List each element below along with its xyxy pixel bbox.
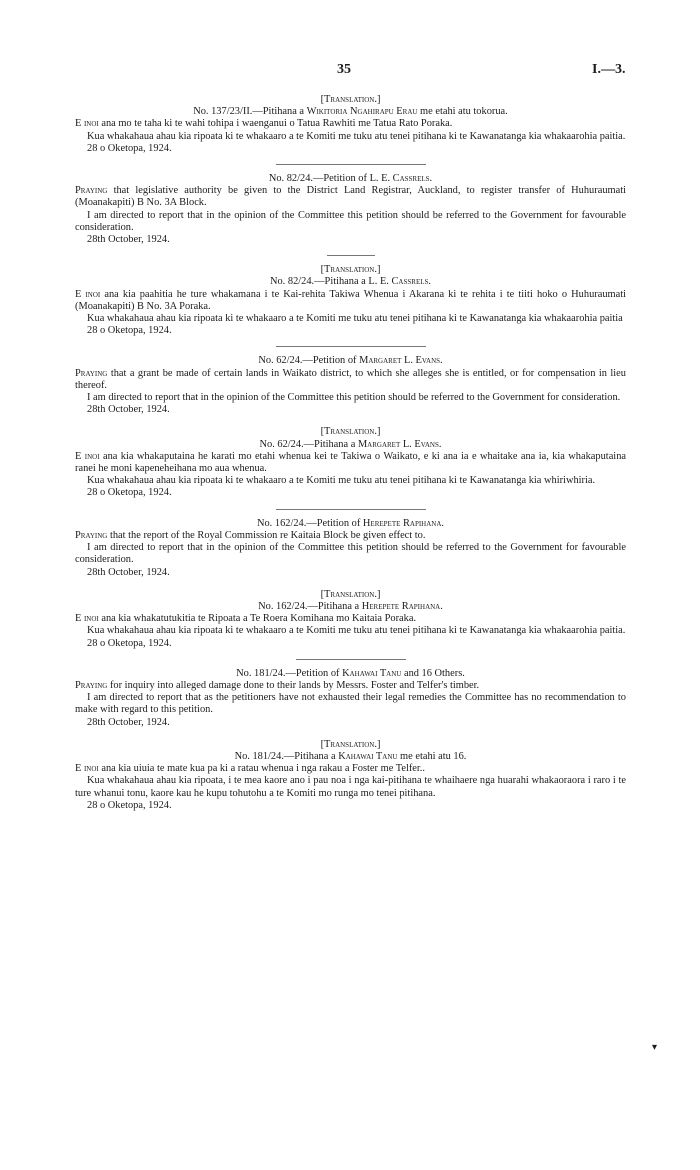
report-paragraph: I am directed to report that as the petitioners have not exhausted their legal remedies the Committee has no recommendation to make with regard to this petition. <box>75 692 626 716</box>
prayer-lead: E inoi <box>75 763 99 775</box>
title-prefix: No. 82/24.—Petition of <box>268 173 367 185</box>
title-suffix: me etahi atu tokorua. <box>420 106 508 118</box>
prayer-text: that the report of the Royal Commission re Kaitaia Block be given effect to. <box>109 529 426 541</box>
petition-entry <box>75 173 626 256</box>
petitioner-name: Wikitoria Ngahirapu Erau <box>306 106 418 118</box>
prayer-lead: Praying <box>75 367 108 379</box>
spacer <box>75 579 626 589</box>
prayer-lead: Praying <box>75 529 108 541</box>
petition-title <box>75 601 626 613</box>
petition-entry <box>75 264 626 347</box>
translation-label: [Translation.] <box>320 588 381 600</box>
prayer-paragraph <box>75 530 626 542</box>
report-paragraph: I am directed to report that in the opinion of the Committee this petition should be referred to the Government for favourable consideration. <box>75 542 626 566</box>
petition-title <box>75 106 626 118</box>
petition-date: 28 o Oketopa, 1924. <box>87 487 172 499</box>
translation-label: [Translation.] <box>320 264 381 276</box>
prayer-lead: E inoi <box>75 613 99 625</box>
title-prefix: No. 82/24.—Pitihana a <box>269 276 366 288</box>
petition-title <box>75 751 626 763</box>
prayer-lead: E inoi <box>75 288 101 300</box>
petition-date: 28 o Oketopa, 1924. <box>87 325 172 337</box>
petition-date: 28 o Oketopa, 1924. <box>87 799 172 811</box>
petition-entry <box>75 589 626 660</box>
prayer-text: ana kia whakaputaina he karati mo etahi whenua kei te Takiwa o Waikato, e ki ana ia e whaitake ana ia, kia whakaputaina ranei he moni kapeneheihana mo aua whenua. <box>75 450 627 475</box>
petition-title <box>75 518 626 530</box>
spacer <box>75 416 626 426</box>
report-paragraph: Kua whakahaua ahau kia ripoata ki te whakaaro a te Komiti me tuku atu tenei pitihana ki te Kawanatanga kia whakaarohia paitia. <box>87 130 626 142</box>
prayer-text: ana kia whakatutukitia te Ripoata a Te Roera Komihana mo Kaitaia Poraka. <box>101 613 417 625</box>
title-prefix: No. 181/24.—Petition of <box>236 667 340 679</box>
petition-entry <box>75 739 626 812</box>
petition-title <box>75 276 626 288</box>
prayer-text: ana kia uiuia te mate kua pa ki a ratau whenua i nga rakau a Foster me Telfer.. <box>101 763 425 775</box>
prayer-paragraph <box>75 451 626 475</box>
prayer-paragraph <box>75 118 626 130</box>
petition-title <box>75 173 626 185</box>
spacer <box>75 729 626 739</box>
petition-date: 28th October, 1924. <box>87 404 170 416</box>
petitioner-name: L. E. Cassrels. <box>369 173 433 185</box>
prayer-lead: E inoi <box>75 450 100 462</box>
document-reference: I.—3. <box>592 62 626 77</box>
petition-entry <box>75 355 626 426</box>
petitioner-name: L. E. Cassrels. <box>368 276 431 288</box>
report-paragraph: Kua whakahaua ahau kia ripoata ki te whakaaro a te Komiti me tuku atu tenei pitihana ki te Kawanatanga kia whakaarohia paitia <box>87 313 623 325</box>
report-paragraph: I am directed to report that in the opinion of the Committee this petition should be referred to the Government for favourable consideration. <box>75 209 626 233</box>
title-prefix: No. 181/24.—Pitihana a <box>234 750 336 762</box>
translation-label: [Translation.] <box>320 426 381 438</box>
translation-label: [Translation.] <box>320 94 381 105</box>
prayer-lead: Praying <box>75 679 108 691</box>
petition-title <box>75 668 626 680</box>
petition-entry <box>75 94 626 165</box>
margin-mark: ▾ <box>652 1042 658 1053</box>
section-divider <box>276 346 426 347</box>
petition-date: 28th October, 1924. <box>87 566 170 578</box>
petitioner-name: Margaret L. Evans. <box>357 438 442 450</box>
prayer-text: that a grant be made of certain lands in Waikato district, to which she alleges she is entitled, or for compensation in lieu thereof. <box>75 367 626 391</box>
section-divider <box>276 164 426 165</box>
prayer-text: that legislative authority be given to the District Land Registrar, Auckland, to register transfer of Huhuraumati (Moanakapiti) B No. 3A Block. <box>75 185 626 209</box>
prayer-lead: Praying <box>75 185 108 197</box>
prayer-paragraph <box>75 368 626 392</box>
section-divider <box>276 509 426 510</box>
prayer-paragraph <box>75 185 626 209</box>
petitions-body <box>75 94 626 812</box>
petition-date: 28th October, 1924. <box>87 716 170 728</box>
petition-entry <box>75 668 626 739</box>
petition-date: 28th October, 1924. <box>87 234 170 246</box>
petitioner-name: Herepete Rapihana. <box>362 517 444 529</box>
petition-title <box>75 439 626 451</box>
report-paragraph: Kua whakahaua ahau kia ripoata ki te whakaaro a te Komiti me tuku atu tenei pitihana ki te Kawanatanga kia whakaarohia paitia. <box>87 625 626 637</box>
page-number: 35 <box>337 62 351 77</box>
petition-entry <box>75 518 626 589</box>
prayer-paragraph <box>75 680 626 692</box>
petitioner-name: Kahawai Tanu <box>338 750 398 762</box>
petition-date: 28 o Oketopa, 1924. <box>87 142 172 154</box>
prayer-text: for inquiry into alleged damage done to their lands by Messrs. Foster and Telfer's timber. <box>109 679 480 691</box>
prayer-text: ana kia paahitia he ture whakamana i te Kai-rehita Takiwa Whenua i Akarana ki te rehita i te tiiti hoko o Huhuraumati (Moanakapiti) B No. 3A Poraka. <box>75 288 626 312</box>
title-prefix: No. 162/24.—Pitihana a <box>258 600 360 612</box>
title-prefix: No. 62/24.—Petition of <box>258 355 357 367</box>
title-prefix: No. 62/24.—Pitihana a <box>259 438 356 450</box>
prayer-paragraph <box>75 763 626 775</box>
petitioner-name: Herepete Rapihana. <box>361 600 443 612</box>
translation-label: [Translation.] <box>320 738 381 750</box>
title-suffix: me etahi atu 16. <box>400 750 467 762</box>
petition-title <box>75 355 626 367</box>
prayer-paragraph <box>75 289 626 313</box>
report-paragraph: Kua whakahaua ahau kia ripoata ki te whakaaro a te Komiti me tuku atu tenei pitihana ki te Kawanatanga kia whiriwhiria. <box>87 475 596 487</box>
section-divider <box>327 255 375 256</box>
petitioner-name: Kahawai Tanu <box>342 667 402 679</box>
petition-entry <box>75 426 626 509</box>
title-suffix: and 16 Others. <box>403 667 465 679</box>
petitioner-name: Margaret L. Evans. <box>359 355 443 367</box>
prayer-text: ana mo te taha ki te wahi tohipa i waenganui o Tatua Rawhiti me Tatua Rato Poraka. <box>101 118 453 130</box>
prayer-lead: E inoi <box>75 118 99 130</box>
petition-date: 28 o Oketopa, 1924. <box>87 637 172 649</box>
title-prefix: No. 162/24.—Petition of <box>256 517 361 529</box>
report-paragraph: I am directed to report that in the opinion of the Committee this petition should be referred to the Government for consideration. <box>87 392 621 404</box>
report-paragraph: Kua whakahaua ahau kia ripoata, i te mea kaore ano i pau noa i nga kai-pitihana te whaihaere nga huarahi whakaoraora i raro i te ture whanui tonu, kaore kau he kupu tohutohu a te Komiti mo runga mo tenei pitihana. <box>75 775 626 799</box>
section-divider <box>296 659 406 660</box>
prayer-paragraph <box>75 613 626 625</box>
title-prefix: No. 137/23/II.—Pitihana a <box>193 106 305 118</box>
